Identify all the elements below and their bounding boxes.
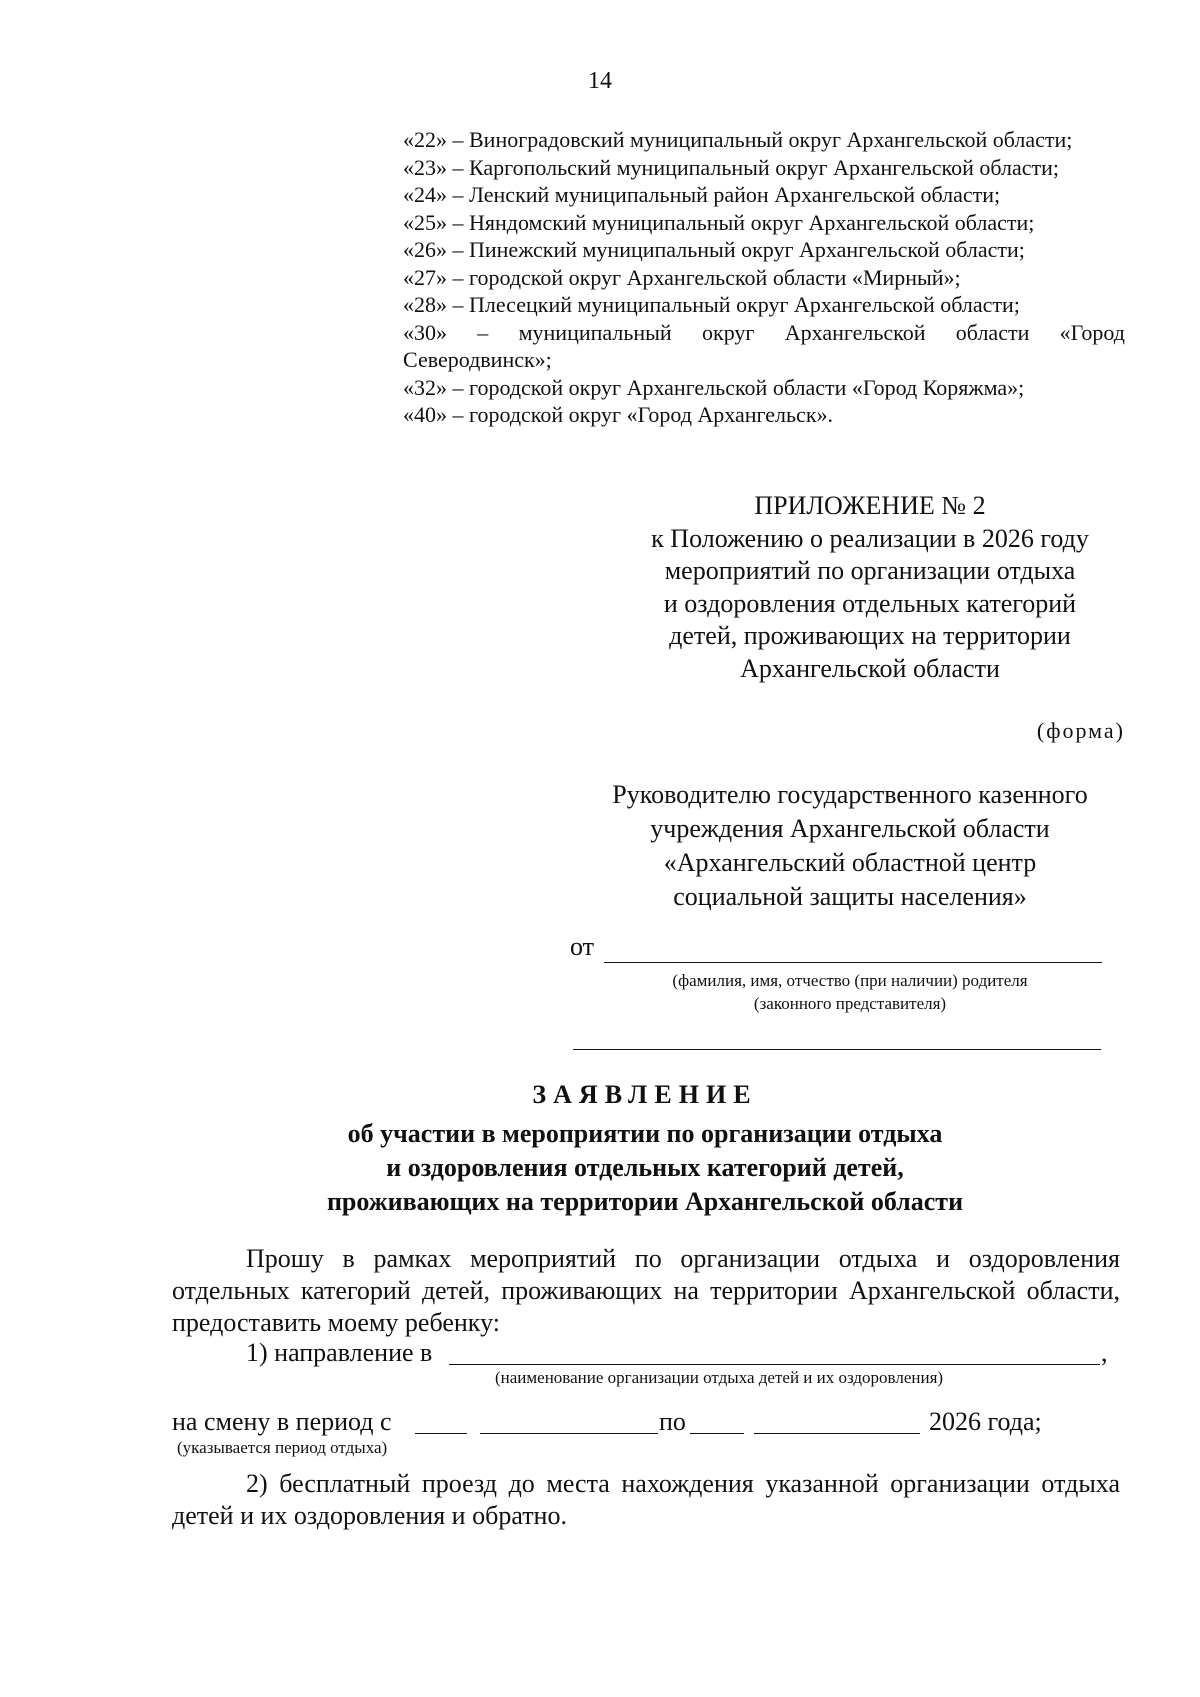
- list-item: «26» – Пинежский муниципальный округ Архангельской области;: [403, 237, 1025, 262]
- list-item: «28» – Плесецкий муниципальный округ Архангельской области;: [403, 292, 1020, 317]
- caption-line: (законного представителя): [753, 994, 947, 1013]
- organization-caption: (наименование организации отдыха детей и их оздоровления): [495, 1368, 944, 1387]
- shift-caption: (указывается период отдыха): [177, 1438, 388, 1457]
- list-item: «30» – муниципальный округ Архангельской области «Город: [403, 319, 1125, 345]
- list-item-continuation: Северодвинск»;: [403, 347, 552, 372]
- appendix-header: [620, 490, 1120, 685]
- form-label: (форма): [1036, 718, 1125, 743]
- district-code-list: [403, 126, 1125, 429]
- shift-start-day-field[interactable]: [415, 1433, 467, 1434]
- list-item: «40» – городской округ «Город Архангельск».: [403, 402, 834, 427]
- organization-field[interactable]: [449, 1364, 1100, 1365]
- shift-end-day-field[interactable]: [690, 1433, 744, 1434]
- appendix-line: к Положению о реализации в 2026 году: [651, 523, 1089, 553]
- applicant-name-caption: [560, 969, 1140, 1015]
- shift-label: на смену в период с: [172, 1407, 392, 1436]
- statement-subtitle: [0, 1117, 1200, 1219]
- recipient-line: Руководителю государственного казенного: [612, 780, 1088, 809]
- appendix-line: детей, проживающих на территории: [669, 621, 1071, 650]
- shift-po-label: по: [659, 1407, 686, 1436]
- shift-start-month-field[interactable]: [480, 1433, 658, 1434]
- list-item: «24» – Ленский муниципальный район Архангельской области;: [403, 182, 1001, 207]
- list-item: «22» – Виноградовский муниципальный округ Архангельской области;: [403, 127, 1073, 152]
- appendix-line: Архангельской области: [740, 653, 1000, 683]
- appendix-line: и оздоровления отдельных категорий: [663, 588, 1077, 618]
- applicant-name-field[interactable]: [604, 962, 1102, 963]
- travel-paragraph: 2) бесплатный проезд до места нахождения указанной организации отдыха детей и их оздоровления и обратно.: [172, 1469, 1120, 1530]
- list-item: «32» – городской округ Архангельской области «Город Коряжма»;: [403, 374, 1025, 400]
- item1-label: 1) направление в: [246, 1338, 433, 1367]
- statement-title: ЗАЯВЛЕНИЕ: [532, 1080, 758, 1109]
- from-label: от: [570, 932, 595, 961]
- item1-comma: ,: [1101, 1338, 1108, 1367]
- shift-year: 2026 года;: [929, 1407, 1042, 1436]
- subtitle-line: об участии в мероприятии по организации отдыха: [347, 1119, 943, 1148]
- subtitle-line: проживающих на территории Архангельской области: [326, 1187, 964, 1216]
- recipient-line: учреждения Архангельской области: [650, 814, 1050, 843]
- request-paragraph: Прошу в рамках мероприятий по организации отдыха и оздоровления отдельных категорий детей, проживающих на территории Архангельской области, предоставить моему ребенку:: [172, 1244, 1120, 1337]
- shift-end-month-field[interactable]: [754, 1433, 920, 1434]
- list-item: «23» – Каргопольский муниципальный округ Архангельской области;: [403, 154, 1060, 180]
- appendix-title: ПРИЛОЖЕНИЕ № 2: [754, 491, 986, 520]
- recipient-line: «Архангельский областной центр: [663, 848, 1037, 877]
- recipient-line: социальной защиты населения»: [673, 882, 1027, 911]
- caption-line: (фамилия, имя, отчество (при наличии) родителя: [672, 971, 1028, 990]
- subtitle-line: и оздоровления отдельных категорий детей,: [386, 1153, 904, 1182]
- list-item: «25» – Няндомский муниципальный округ Архангельской области;: [403, 209, 1035, 235]
- applicant-extra-field[interactable]: [573, 1049, 1101, 1050]
- page-number: 14: [588, 68, 612, 94]
- list-item: «27» – городской округ Архангельской области «Мирный»;: [403, 264, 961, 290]
- recipient-block: [565, 778, 1135, 914]
- appendix-line: мероприятий по организации отдыха: [664, 556, 1076, 585]
